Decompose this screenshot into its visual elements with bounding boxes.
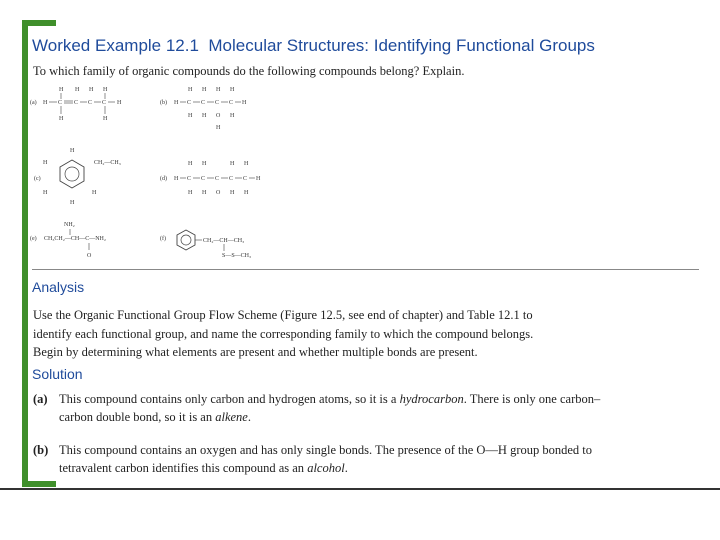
part-b-label: (b) <box>33 443 49 457</box>
page-title <box>32 36 595 56</box>
svg-text:H: H <box>188 190 193 196</box>
svg-text:H: H <box>188 113 193 119</box>
analysis-line-3: Begin by determining what elements are present and whether multiple bonds are present. <box>33 345 478 359</box>
structure-e <box>30 222 106 259</box>
accent-bar-top <box>22 20 56 26</box>
question-text: To which family of organic compounds do the following compounds belong? Explain. <box>33 64 465 78</box>
svg-text:H: H <box>244 190 249 196</box>
svg-text:H: H <box>70 200 75 206</box>
svg-text:H: H <box>188 161 193 167</box>
svg-text:C: C <box>201 100 206 106</box>
svg-text:H: H <box>202 113 207 119</box>
svg-text:C: C <box>187 100 192 106</box>
svg-text:H: H <box>75 87 80 93</box>
svg-text:H: H <box>216 125 221 131</box>
svg-text:C: C <box>201 176 206 182</box>
svg-text:H: H <box>174 100 179 106</box>
svg-text:C: C <box>215 100 220 106</box>
svg-text:H: H <box>188 87 193 93</box>
structure-c <box>34 148 121 206</box>
svg-text:H: H <box>59 116 64 122</box>
label-e: (e) <box>30 236 37 242</box>
structure-b <box>160 87 247 131</box>
svg-text:H: H <box>43 160 48 166</box>
svg-text:S—S—CH₃: S—S—CH₃ <box>222 253 252 259</box>
label-b: (b) <box>160 100 167 106</box>
section-divider <box>32 269 699 270</box>
analysis-line-2: identify each functional group, and name the corresponding family to which the compound belongs. <box>33 326 534 341</box>
svg-text:H: H <box>117 100 122 106</box>
svg-text:H: H <box>202 87 207 93</box>
svg-text:C: C <box>229 176 234 182</box>
svg-text:C: C <box>229 100 234 106</box>
term-alcohol: alcohol <box>307 460 345 475</box>
svg-text:O: O <box>216 190 221 196</box>
svg-text:H: H <box>43 100 48 106</box>
svg-text:CH₂—CH₃: CH₂—CH₃ <box>94 160 121 166</box>
structure-d <box>160 161 261 196</box>
title-prefix: Worked Example 12.1 <box>32 36 199 55</box>
label-c: (c) <box>34 176 41 182</box>
svg-text:H: H <box>202 161 207 167</box>
svg-text:H: H <box>244 161 249 167</box>
accent-bar-bottom <box>22 481 56 487</box>
svg-text:NH₂: NH₂ <box>64 222 75 228</box>
svg-text:C: C <box>88 100 93 106</box>
svg-text:H: H <box>103 87 108 93</box>
term-alkene: alkene <box>215 409 248 424</box>
term-hydrocarbon: hydrocarbon <box>399 392 464 406</box>
analysis-heading: Analysis <box>32 279 85 295</box>
structures-figure <box>30 80 300 260</box>
analysis-line-1: Use the Organic Functional Group Flow Scheme (Figure 12.5, see end of chapter) and Table 12.1 to <box>33 308 533 322</box>
svg-text:H: H <box>202 190 207 196</box>
label-d: (d) <box>160 176 167 182</box>
svg-text:CH₃CH₂—CH—C—NH₂: CH₃CH₂—CH—C—NH₂ <box>44 236 106 242</box>
svg-text:O: O <box>216 113 221 119</box>
label-a: (a) <box>30 100 37 106</box>
svg-text:H: H <box>174 176 179 182</box>
label-f: (f) <box>160 236 166 242</box>
svg-text:C: C <box>74 100 79 106</box>
structure-a <box>30 87 122 122</box>
svg-text:H: H <box>216 87 221 93</box>
title-rest: Molecular Structures: Identifying Functional Groups <box>208 36 595 55</box>
svg-text:H: H <box>103 116 108 122</box>
analysis-text <box>33 306 653 362</box>
svg-text:CH₂—CH—CH₃: CH₂—CH—CH₃ <box>203 238 245 244</box>
part-a-label: (a) <box>33 392 48 406</box>
svg-text:C: C <box>187 176 192 182</box>
bottom-divider <box>0 488 720 490</box>
svg-text:H: H <box>242 100 247 106</box>
svg-text:H: H <box>256 176 261 182</box>
structure-f <box>160 230 251 259</box>
solution-heading: Solution <box>32 366 83 382</box>
svg-text:C: C <box>243 176 248 182</box>
svg-text:C: C <box>102 100 107 106</box>
solution-part-a: (a) This compound contains only carbon and hydrogen atoms, so it is a hydrocarbon. There is only one carbon– carbon double bond, so it is an alkene. <box>33 392 601 424</box>
svg-text:C: C <box>215 176 220 182</box>
svg-text:H: H <box>230 161 235 167</box>
svg-text:H: H <box>230 87 235 93</box>
svg-text:H: H <box>92 190 97 196</box>
svg-text:H: H <box>70 148 75 154</box>
accent-bar <box>22 20 28 486</box>
svg-text:H: H <box>230 113 235 119</box>
svg-text:H: H <box>89 87 94 93</box>
svg-text:C: C <box>58 100 63 106</box>
svg-text:H: H <box>43 190 48 196</box>
svg-text:O: O <box>87 253 92 259</box>
svg-text:H: H <box>59 87 64 93</box>
svg-text:H: H <box>230 190 235 196</box>
solution-part-b: (b) This compound contains an oxygen and has only single bonds. The presence of the O—H group bonded to tetravalent carbon identifies this compound as an alcohol. <box>33 443 593 475</box>
